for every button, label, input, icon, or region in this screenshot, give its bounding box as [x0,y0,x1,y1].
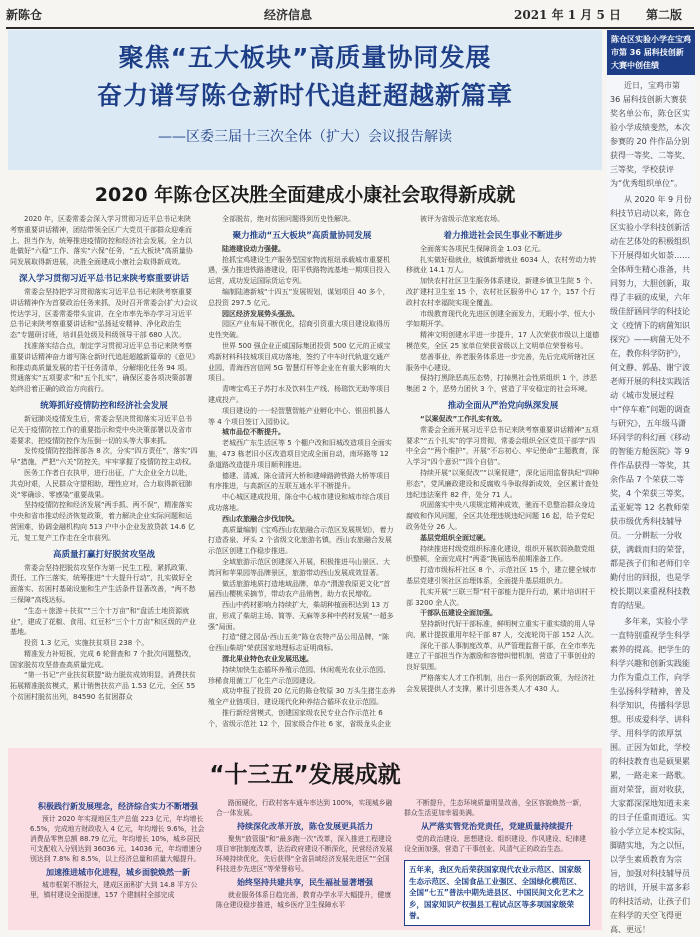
subheading: 高质量打赢打好脱贫攻坚战 [52,549,155,560]
paragraph: 不断提升，生态环境质量明显改善，全区容貌焕然一新，群众生活更加幸福美满。 [404,799,586,817]
paragraph: 世界 500 强企业正威国际集团投资 500 亿元的正威宝鸡新材料科技城项目成功落地，签约了中车时代轨道交通产业园、青海西宫信网 5G 智慧灯杆等企业在有重大影响的大项目。 [208,341,391,383]
paragraph: 2020 年，区委常委会深入学习贯彻习近平总书记来陕考察重要讲话精神，团结带领全区广大党员干部群众迎难而上、担当作为，统筹推进疫情防控和经济社会发展，全力以赴做好“六稳”工作、落实“六保”任务，“五大板块”高质量协同发展取得新进展，决胜全面建成小康社会取得新成效。 [10,215,193,267]
section-name: 经济信息 [264,8,313,22]
paragraph: 党的政治建设、思想建设、组织建设、作风建设、纪律建设全面加强，营造了干事创业、风清气正的政治生态。 [404,835,586,853]
achievements-column-2 [216,798,394,926]
headline-banner [8,30,602,170]
subheading: 从严落实管党治党责任，党建质量持续提升 [421,822,573,831]
subheading: 统筹抓好疫情防控和经济社会发展 [40,400,168,411]
paragraph: 严格落实人才工作机制，出台一系列创新政策，为经济社会发展提供人才支撑，累计引进各类人才 430 人。 [406,674,595,693]
paragraph: 多年来，实验小学一直特别重视学生科学素养的提高。把学生的科学兴趣和创新实践能力作为重点工作，向学生弘扬科学精神，普及科学知识，传播科学思想。形成爱科学、讲科学、用科学的浓厚氛围。正因为如此，学校的科技教育也是硕果累累，一路走来一路歌。面对荣誉，面对收获，大家都深深地知道未来的日子任重而道远。实验小学立足本校实际，脚踏实地，为之以恒，以学生素质教育为宗旨，加强对科技辅导员的培训，开展丰富多彩的科技活动，让孩子们在科学的天空飞得更高、更远！ [610,617,690,934]
paragraph: 老城西广东生活区等 5 个棚户改和旧城改造项目全面实施，473 栋老旧小区改造项目完成全面自动，南环路等 12 条道路改造提升项目顺利推进。 [208,439,392,469]
paragraph: 市级教育现代化先进区创建全面发力，无暇小学、恒大小学如期开学。 [406,309,595,329]
paragraph: 项目建设的一一轻智慧智能产业孵化中心、银田机器人等 4 个项目签订入园协议。 [208,406,390,426]
paragraph: 高质量编制《宝鸡西山农旅融合示范区发展规划》，着力打造香泉、坪头 2 个省级文化旅游名镇，西山农旅融合发展示范区创建工作稳步推进。 [208,525,394,556]
subheading: 着力推进社会民生事业不断进步 [443,230,563,241]
paragraph [208,244,396,255]
headline-line-2: 奋力谱写陈仓新时代追赶超越新篇章 [96,81,513,110]
paragraph [406,414,600,425]
paragraph: 保持打黑除恶高压态势，打掉黑社会性质组织 1 个，涉恶集团 2 个，恶势力团伙 3 个，营造了平安稳定的社会环境。 [406,374,597,394]
paragraph: 就业服务体系日趋完善，教育办学水平大幅提升，健康陈仓建设稳步推进，城乡医疗卫生保障水平 [216,891,392,909]
paragraph: 扎实开展“三联三帮”村干部能力提升行动，累计培训村干部 3200 余人次。 [406,587,596,607]
paragraph: “生态＋旅游＋扶贫”“三个十万亩”和“盘活土地资源就业”，建成了花椒、食用、红豆杉“三个十万亩”和区级的产业基地。 [10,606,196,637]
article-column-1 [10,214,198,744]
article-column-2 [208,214,396,744]
subheading: 加速推进城市化进程，城乡面貌焕然一新 [46,868,190,877]
paragraph: 打造市级标杆社区 8 个、示范社区 15 个，建立健全城市基层党建引领社区治理体系，全面提升基层组织力。 [406,566,597,585]
lead-phrase: 渭北果业特色农业发展迅速。 [222,655,313,664]
paragraph: 青啤宝鸡王子苏打水及饮料生产线、杨瑞饮无助等项目建成投产。 [208,385,390,404]
lead-phrase: 西山农旅融合步伐加快。 [222,514,299,523]
paragraph [208,309,396,320]
section-title: 2020 年陈仓区决胜全面建成小康社会取得新成就 [94,184,516,206]
paragraph: 深化干部人事制度改革，从严管理监督干部，在全市率先建立了干部担当作为激励和容错纠错机制，营造了干事创业的良好氛围。 [406,641,595,672]
paragraph: 新冠肺炎疫情发生后，常委会坚决贯彻落实习近平总书记关于疫情防控工作的重要指示和党中央决策部署以及省市委要求，把疫情防控作为压倒一切的头等大事来抓。 [10,414,192,445]
achievements-column-1 [30,798,206,926]
subheading: 积极践行新发展理念，经济综合实力不断增强 [38,802,198,811]
paragraph: 德建、清减、陈仓清河大桥和建峰路跨铁路大桥等项目有序推进，与高新区的互联互通水平不断提升。 [208,471,390,491]
achievements-section [8,748,602,930]
paragraph: 坚持疫情防控和经济发展“两手抓、两不误”，精准落实中央和省市推动经济恢复政策，着力解决企业实际问题和运营困难，协调金融机构向 513 户中小企业发放贷款 14.6 亿元，复工复产工作走在全市前列。 [10,501,195,542]
paragraph: “第一书记”产业扶贫联盟“助力脱贫成效明显，消费扶贫拓展精准脱贫模式，累计销售扶贫产品 1.53 亿元，全区 55 个贫困村脱贫出列，84590 名贫困群众 [10,671,196,702]
paragraph: 常委会坚持把学习贯彻落实习近平总书记来陕考察重要讲话精神作为首要政治任务来抓，及时召开常委会(扩大)会议传达学习，区委常委带头宣讲，在全市率先举办学习习近平总书记来陕考察重要讲话和“弘扬延安精神、净化政治生态”专题研讨班，培训县处级及科级领导干部 680 人次。 [10,287,198,340]
article-column-3 [406,214,600,744]
paragraph: 找准落实结合点，制定学习贯彻习近平总书记来陕考察重要讲话精神奋力谱写陈仓新时代追赶超越新篇章的《意见》和推动高质量发展的若干任务清单，分解细化任务 94 项。贯通落实“五项要求”和“五个扎实”，确保区委各项决策部署始终沿着正确的政治方向前行。 [10,341,196,394]
paragraph: 扎实做好稳就业，城镇新增就业 6034 人，农村劳动力转移就业 14.1 万人。 [406,255,597,275]
paragraph [406,608,600,619]
paragraph: 医务工作者白衣执甲，进行出征，广大企业全力以赴，共克时艰，人民群众守望相助，理性应对，合力取得新冠肺炎“零确诊、零感染”重要战果。 [10,468,192,499]
paragraph: 加快农村社区卫生服务体系建设，新建乡镇卫生院 5 个、改扩建村卫生室 15 个，农村社区服务中心 17 个，157 个行政村农村幸福院实现全覆盖。 [406,277,597,307]
subheading: 始终坚持共建共享，民生福祉显著增强 [237,878,373,887]
paragraph: 预计 2020 年实现地区生产总值 223 亿元，年均增长 6.5%，完成地方财政收入 4 亿元，年均增长 9.6%，社会消费品零售总额 88.79 亿元，年均增长 10%，城乡居民可支配收入分别达到 36036 元、14036 元，年均增速分别达到 7.8% 和 8.5%，以上经济总量和质量大幅提升。 [30,815,205,863]
paragraph: 投资 1.3 亿元，实施扶贫项目 238 个。 [24,639,149,648]
paragraph: 中心城区建成投用，陈仓中心城市建设和城市综合项目成功落地。 [208,493,390,512]
paragraph: 从 2020 年 9 月份科技节启动以来，陈仓区实验小学科技创新活动在艺体处的积极组织下开展得如火如荼……全体师生精心准备，共同努力，大胆创新，取得了丰硕的成果，六年级佳舒涵同学的科技论文《疫情下的病菌知识探究》——病菌无处不在，教你科学防护》，何文静、郭晶、谢宁波老师开展的科技实践活动《城市发展过程中“停车难”问题的调查与研究》，五年级马潇环同学的科幻画《移动的智能方舱医院》等 9 件作品获得一等奖，其余作品 7 个荣获二等奖，4 个荣获三等奖，孟亚妮等 12 名教师荣获市级优秀科技辅导员。一分耕耘一分收获，满载而归的荣誉，都是孩子们和老师们辛勤付出的回报，也是学校长期以来重视科技教育的结果。 [610,195,692,610]
paragraph: 持续推进村级党组织标准化建设，组织开展软弱涣散党组织整顿，全面完成村“两委”换届选举前期准备工作。 [406,544,595,564]
subheading: 推动全面从严治党向纵深发展 [447,400,559,411]
headline-line-1: 聚焦“五大板块”高质量协同发展 [118,43,492,72]
sidebar-heading: 陈仓区实验小学在宝鸡市第 36 届科技创新大赛中创佳绩 [607,30,695,75]
lead-phrase: 城市品位不断提升。 [222,428,285,437]
subheading: 持续深化改革开放，陈仓发展更具活力 [237,822,373,831]
paragraph [208,654,396,665]
lead-phrase: 干部队伍建设全面加强。 [420,609,497,618]
paragraph: 巩固落实中央八项规定精神成效，驰而不息整治群众身边腐败和作风问题，全区共处理违规违纪问题 16 起，给予党纪政务处分 26 人。 [406,501,595,531]
achievements-column-3 [404,798,590,926]
paragraph: 全域旅游示范区创建深入开展，积极推进马山景区、大湾河和苹果园等品牌景区，旅游带动西山发展成效显著。 [208,557,390,577]
paragraph [208,427,396,438]
paragraph: 持续开展“以案促改”“以案促建”，深化运用监督执纪“四种形态”，党风廉政建设和反腐败斗争取得新成效，全区累计查处违纪违法案件 82 件，处分 71 人。 [406,468,600,499]
issue-date: 2021 年 1 月 5 日 [514,8,621,22]
paragraph [406,533,600,544]
paragraph [208,514,396,525]
paragraph: 城市框架不断拉大，建成区面积扩大到 14.8 平方公里，镇村建设全面提速，157 个建制村全部完成 [30,881,198,899]
paragraph: 成功申报了投资 20 亿元的陈仓牧原 30 万头生猪生态养殖全产业链项目，建设现代化种养结合循环农业示范园。 [208,687,396,707]
lead-phrase: “以案促改”工作扎实有效。 [420,414,507,423]
lead-phrase: 基层党组织全面过硬。 [420,533,490,542]
paragraph: 全面落实各项民生保障资金 1.03 亿元。 [420,244,546,253]
subheading: 聚力推动“五大板块”高质量协同发展 [232,230,372,241]
achievements-title: “十三五”发展成就 [209,762,401,788]
paragraph: 常委会坚持把脱贫攻坚作为第一民生工程，紧抓政策、责任、工作三落实，统筹推进“十大提升行动”，扎实做好全面落实、贫困村基础设施和生产生活条件显著改善，“两不愁三保障”高线达标。 [10,563,196,604]
page-header [6,4,694,26]
paragraph: 全部脱贫，绝对贫困问题得到历史性解决。 [222,215,355,223]
paragraph: 聚焦“放管服”和“最多跑一次”改革，深入推进工程建设项目审批制度改革，法治政府建设不断深化，民营经济发展环境持续优化，先后获得“全省县域经济发展先进区”“全国科技进步先进区”等荣誉称号。 [216,835,393,873]
paragraph: 推行新经营模式，创建国家级农民专业合作示范社 6 个，省级示范社 12 个，国家级合作社 6 家，省级龙头企业 [208,709,392,728]
sidebar-news [607,30,695,934]
sidebar-body [607,75,695,934]
paragraph: 路面硬化，行政村客车通车率达到 100%，实现城乡融合一体发展。 [216,799,393,817]
paragraph: 被评为省级示范家庭农场。 [420,215,504,223]
subheading: 深入学习贯彻习近平总书记来陕考察重要讲话 [18,273,189,284]
headline-subtitle: ——区委三届十三次全体（扩大）会议报告解读 [158,129,452,145]
lead-phrase: 陆港建设动力强健。 [222,244,285,253]
paragraph: 精准发力补短板，完成 6 轮督查和 7 个批次问题整改，国家脱贫攻坚普查高质量完成。 [10,649,196,669]
paragraph: 编制陆港新城“十四五”发展规划，谋划项目 40 多个，总投资 297.5 亿元。 [208,287,390,307]
paragraph: 常委会全面开展习近平总书记来陕考察重要讲话精神“五项要求”“五个扎实”的学习贯彻，常委会组织全区党员干部学“四中全会”“两个维护”，开展“不忘初心、牢记使命”主题教育，深入学习“四个意识”“四个自信”。 [406,425,600,467]
paragraph: 西山中药材影响力持续扩大，柴胡种植面积达到 13 万亩，形成了柴胡主场、简等、天麻等多种中药材发展“一超多强”局面。 [208,601,394,631]
paragraph: 做活旅游地质打造地域品牌，单办“渭游我原更文化”首届西山樱桃采摘节，带动农产品销售，助力农民增收。 [208,579,391,599]
header-rule [6,27,694,29]
paragraph: 抢抓宝鸡建设生产服务型国家物流枢纽承载城市重要机遇，强力推进铁路港建设，阳平铁路物流基地一期项目投入运营，成功发运国际货运专列。 [208,255,390,286]
page-number: 第二版 [646,8,683,22]
paragraph: 近日，宝鸡市第 36 届科技创新大赛获奖名单公布，陈仓区实验小学成绩斐然，本次参赛的 20 件作品分别获得一等奖、二等奖、三等奖，学校获评为“优秀组织单位”。 [610,81,690,188]
honors-box: 五年来，我区先后荣获国家现代农业示范区、国家级生态示范区、全国食品工业强区、全国绿化模范区、全国“七五”普法中期先进县区、中国民间文化艺术之乡，国家知识产权强县工程试点区等多项国家级荣誉。 [404,860,590,926]
lead-phrase: 园区经济发展势头强劲。 [222,309,299,318]
paragraph: 持续加快生态循环养殖示范园、休闲观光农业示范园、珍稀食用菌工厂化生产示范园建设。 [208,665,390,685]
paragraph: 坚持新时代好干部标准，鲜明树立重实干重实绩的用人导向，累计提拔重用年轻干部 87 人，交流轮岗干部 152 人次。 [406,620,599,639]
paragraph: 园区产业布局不断优化，招商引资重大项目建设取得历史性突破。 [208,320,390,340]
paragraph: 发传疫情防控指挥部各 8 次，分实“四方责任”，落实“四早”措施，严把“六关”防控关，牢牢掌握了疫情防控主动权。 [10,447,198,467]
paragraph: 慈善事业，养老服务体系进一步完善，先后完成所辖社区服务中心建设。 [406,352,595,372]
paragraph: 打造“健之园品·西山五美”陈仓农特产品公用品牌，“陈仓西山柴胡”荣获国家地理标志证明商标。 [208,633,390,653]
paragraph: 精神文明创建水平进一步提升，17 人次荣获市级以上道德模范奖，全区 25 家单位荣获省级以上文明单位荣誉称号。 [406,331,600,350]
newspaper-name: 新陈仓 [6,8,43,22]
